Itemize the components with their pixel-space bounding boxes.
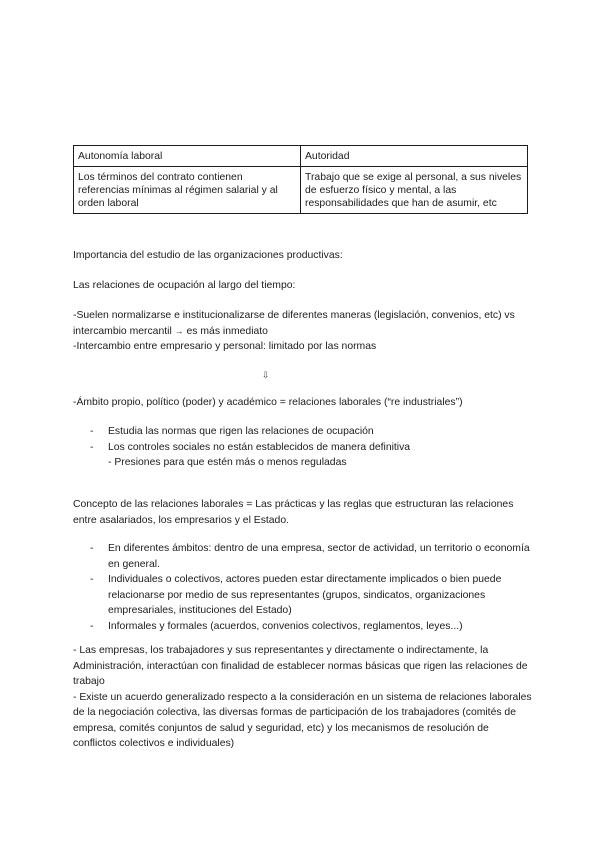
dash-list bbox=[73, 541, 533, 634]
heading-relations-over-time bbox=[73, 278, 533, 294]
table-row bbox=[74, 167, 528, 214]
concept-block bbox=[73, 497, 533, 528]
list-item bbox=[73, 572, 533, 619]
down-arrow-icon: ⇩ bbox=[262, 370, 270, 380]
normalization-block bbox=[73, 308, 533, 355]
table-cell: Trabajo que se exige al personal, a sus niveles de esfuerzo físico y mental, a las responsabilidades que han de asumir, etc bbox=[301, 167, 528, 214]
norms-list-block bbox=[73, 424, 533, 471]
paragraph-text: -Suelen normalizarse e institucionalizarse de diferentes maneras (legislación, convenios, etc) vs intercambio mercantil bbox=[73, 310, 515, 337]
list-item-text: Estudia las normas que rigen las relaciones de ocupación bbox=[108, 426, 374, 437]
comparison-table bbox=[73, 145, 528, 214]
dash-marker: - bbox=[90, 441, 94, 453]
paragraph: - Existe un acuerdo generalizado respecto a la consideración en un sistema de relaciones laborales de la negociación colectiva, las diversas formas de participación de los trabajadores (comités de empresa, comités conjuntos de salud y seguridad, etc) y los mecanismos de resolución de conflictos colectivos e individuales) bbox=[73, 691, 532, 749]
dash-marker: - bbox=[90, 543, 94, 554]
paragraph: Importancia del estudio de las organizaciones productivas: bbox=[73, 250, 343, 261]
paragraph: Concepto de las relaciones laborales = Las prácticas y las reglas que estructuran las relaciones entre asalariados, los empresarios y el Estado. bbox=[73, 499, 514, 526]
paragraph-text: es más inmediato bbox=[186, 325, 268, 337]
actors-block bbox=[73, 643, 533, 752]
dash-list bbox=[73, 424, 533, 455]
list-item-text: Los controles sociales no están establecidos de manera definitiva bbox=[108, 441, 411, 453]
paragraph: Las relaciones de ocupación al largo del tiempo: bbox=[73, 280, 296, 291]
heading-importance bbox=[73, 248, 533, 264]
dash-marker: - bbox=[90, 574, 94, 585]
list-item bbox=[73, 619, 533, 635]
paragraph: -Intercambio entre empresario y personal: limitado por las normas bbox=[73, 341, 377, 352]
dash-marker: - bbox=[90, 620, 94, 632]
list-item bbox=[73, 541, 533, 572]
scope-block bbox=[73, 395, 533, 411]
list-item bbox=[73, 440, 533, 456]
dash-marker: - bbox=[90, 426, 94, 437]
list-item-text: Individuales o colectivos, actores pueden estar directamente implicados o bien puede relacionarse por medio de sus representantes (grupos, sindicatos, organizaciones empresariales, instituciones del Estado) bbox=[108, 574, 502, 616]
table-header-row bbox=[74, 146, 528, 167]
scope-list-block bbox=[73, 541, 533, 634]
table-cell: Los términos del contrato contienen referencias mínimas al régimen salarial y al orden laboral bbox=[74, 167, 301, 214]
sub-list-item: - Presiones para que estén más o menos reguladas bbox=[108, 457, 347, 468]
paragraph: -Ámbito propio, político (poder) y académico = relaciones laborales (“re industriales”) bbox=[73, 397, 463, 408]
right-arrow-icon: → bbox=[174, 325, 184, 336]
paragraph bbox=[73, 308, 533, 339]
table-header-cell: Autoridad bbox=[301, 146, 528, 167]
list-item-text: En diferentes ámbitos: dentro de una empresa, sector de actividad, un territorio o economía en general. bbox=[108, 543, 530, 570]
paragraph: - Las empresas, los trabajadores y sus representantes y directamente o indirectamente, la Administración, interactúan con finalidad de establecer normas básicas que rigen las relaciones de trabajo bbox=[73, 645, 528, 687]
list-item bbox=[73, 424, 533, 440]
table-header-cell: Autonomía laboral bbox=[74, 146, 301, 167]
list-item-text: Informales y formales (acuerdos, convenios colectivos, reglamentos, leyes...) bbox=[108, 620, 463, 632]
